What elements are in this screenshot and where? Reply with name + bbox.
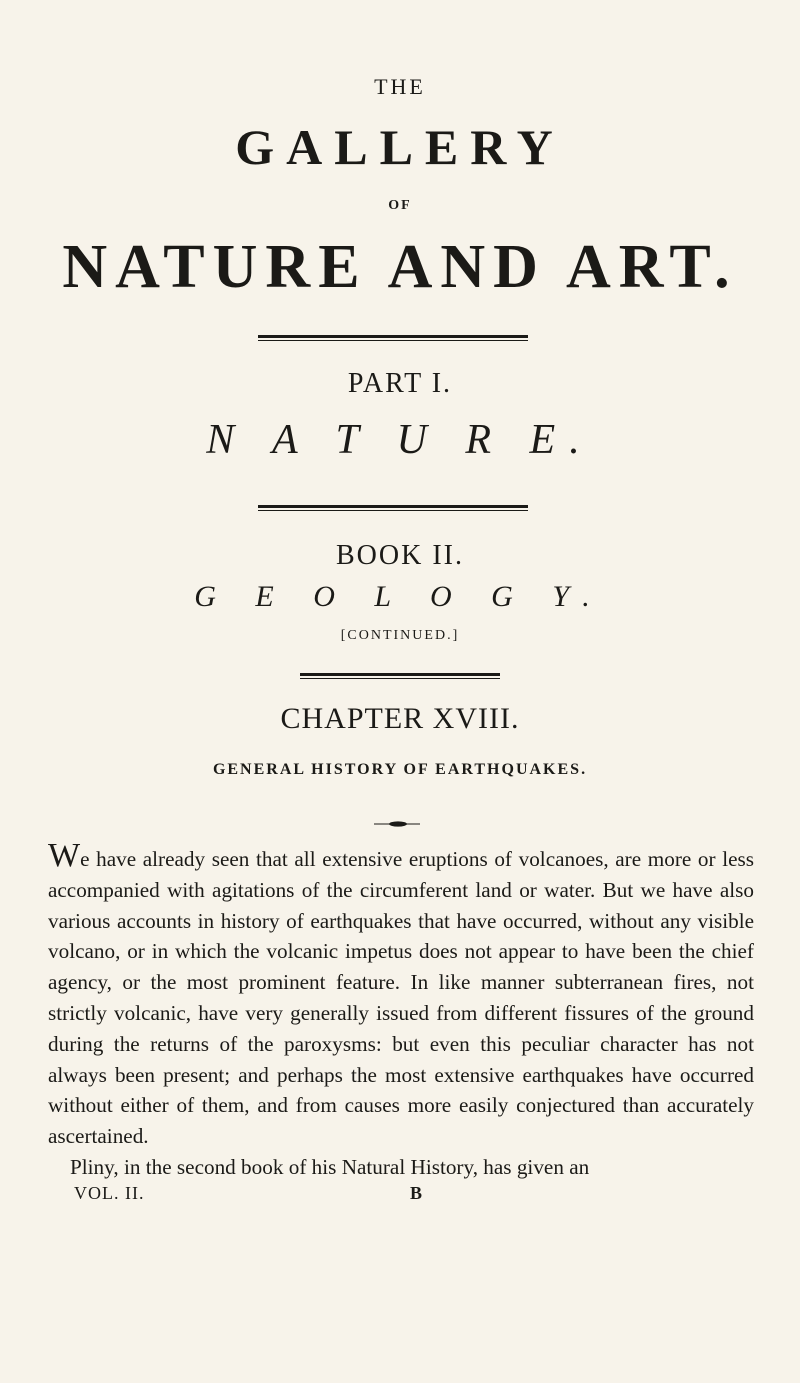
page-footer xyxy=(74,1183,514,1204)
double-rule-divider xyxy=(300,673,500,679)
series-title-gallery: GALLERY xyxy=(235,119,565,175)
book-title: G E O L O G Y. xyxy=(194,580,606,613)
series-title-of: OF xyxy=(388,198,412,213)
part-heading: PART I. xyxy=(347,368,453,399)
part-title: N A T U R E. xyxy=(206,417,594,463)
book-heading: BOOK II. xyxy=(336,540,464,571)
series-title-main: NATURE AND ART. xyxy=(62,233,738,301)
signature-mark: B xyxy=(410,1183,424,1203)
continued-note: [CONTINUED.] xyxy=(340,628,460,643)
double-rule-divider xyxy=(258,335,528,341)
body-text xyxy=(48,837,754,1183)
chapter-heading: CHAPTER XVIII. xyxy=(280,702,520,735)
ornament-divider-icon xyxy=(372,820,422,828)
paragraph-1: e have already seen that all extensive eruptions of volcanoes, are more or less accompanied with agitations of the circumferent land or water. But we have also various accounts in history of earthquakes that have occurred, without any visible volcano, or in which the volcanic impetus does not appear to have been the chief agency, or the most prominent feature. In like manner subterranean fires, not strictly volcanic, have very generally issued from different fissures of the ground during the returns of the paroxysms: but even this peculiar character has not always been present; and perhaps the most extensive earthquakes have occurred without either of them, and from causes more easily conjectured than accurately ascertained. xyxy=(48,847,754,1149)
double-rule-divider xyxy=(258,505,528,511)
drop-cap: W xyxy=(48,837,81,874)
series-article: THE xyxy=(374,74,426,99)
paragraph-2: Pliny, in the second book of his Natural History, has given an xyxy=(70,1154,590,1179)
volume-label: VOL. II. xyxy=(74,1183,145,1203)
chapter-subtitle: GENERAL HISTORY OF EARTHQUAKES. xyxy=(212,761,588,778)
